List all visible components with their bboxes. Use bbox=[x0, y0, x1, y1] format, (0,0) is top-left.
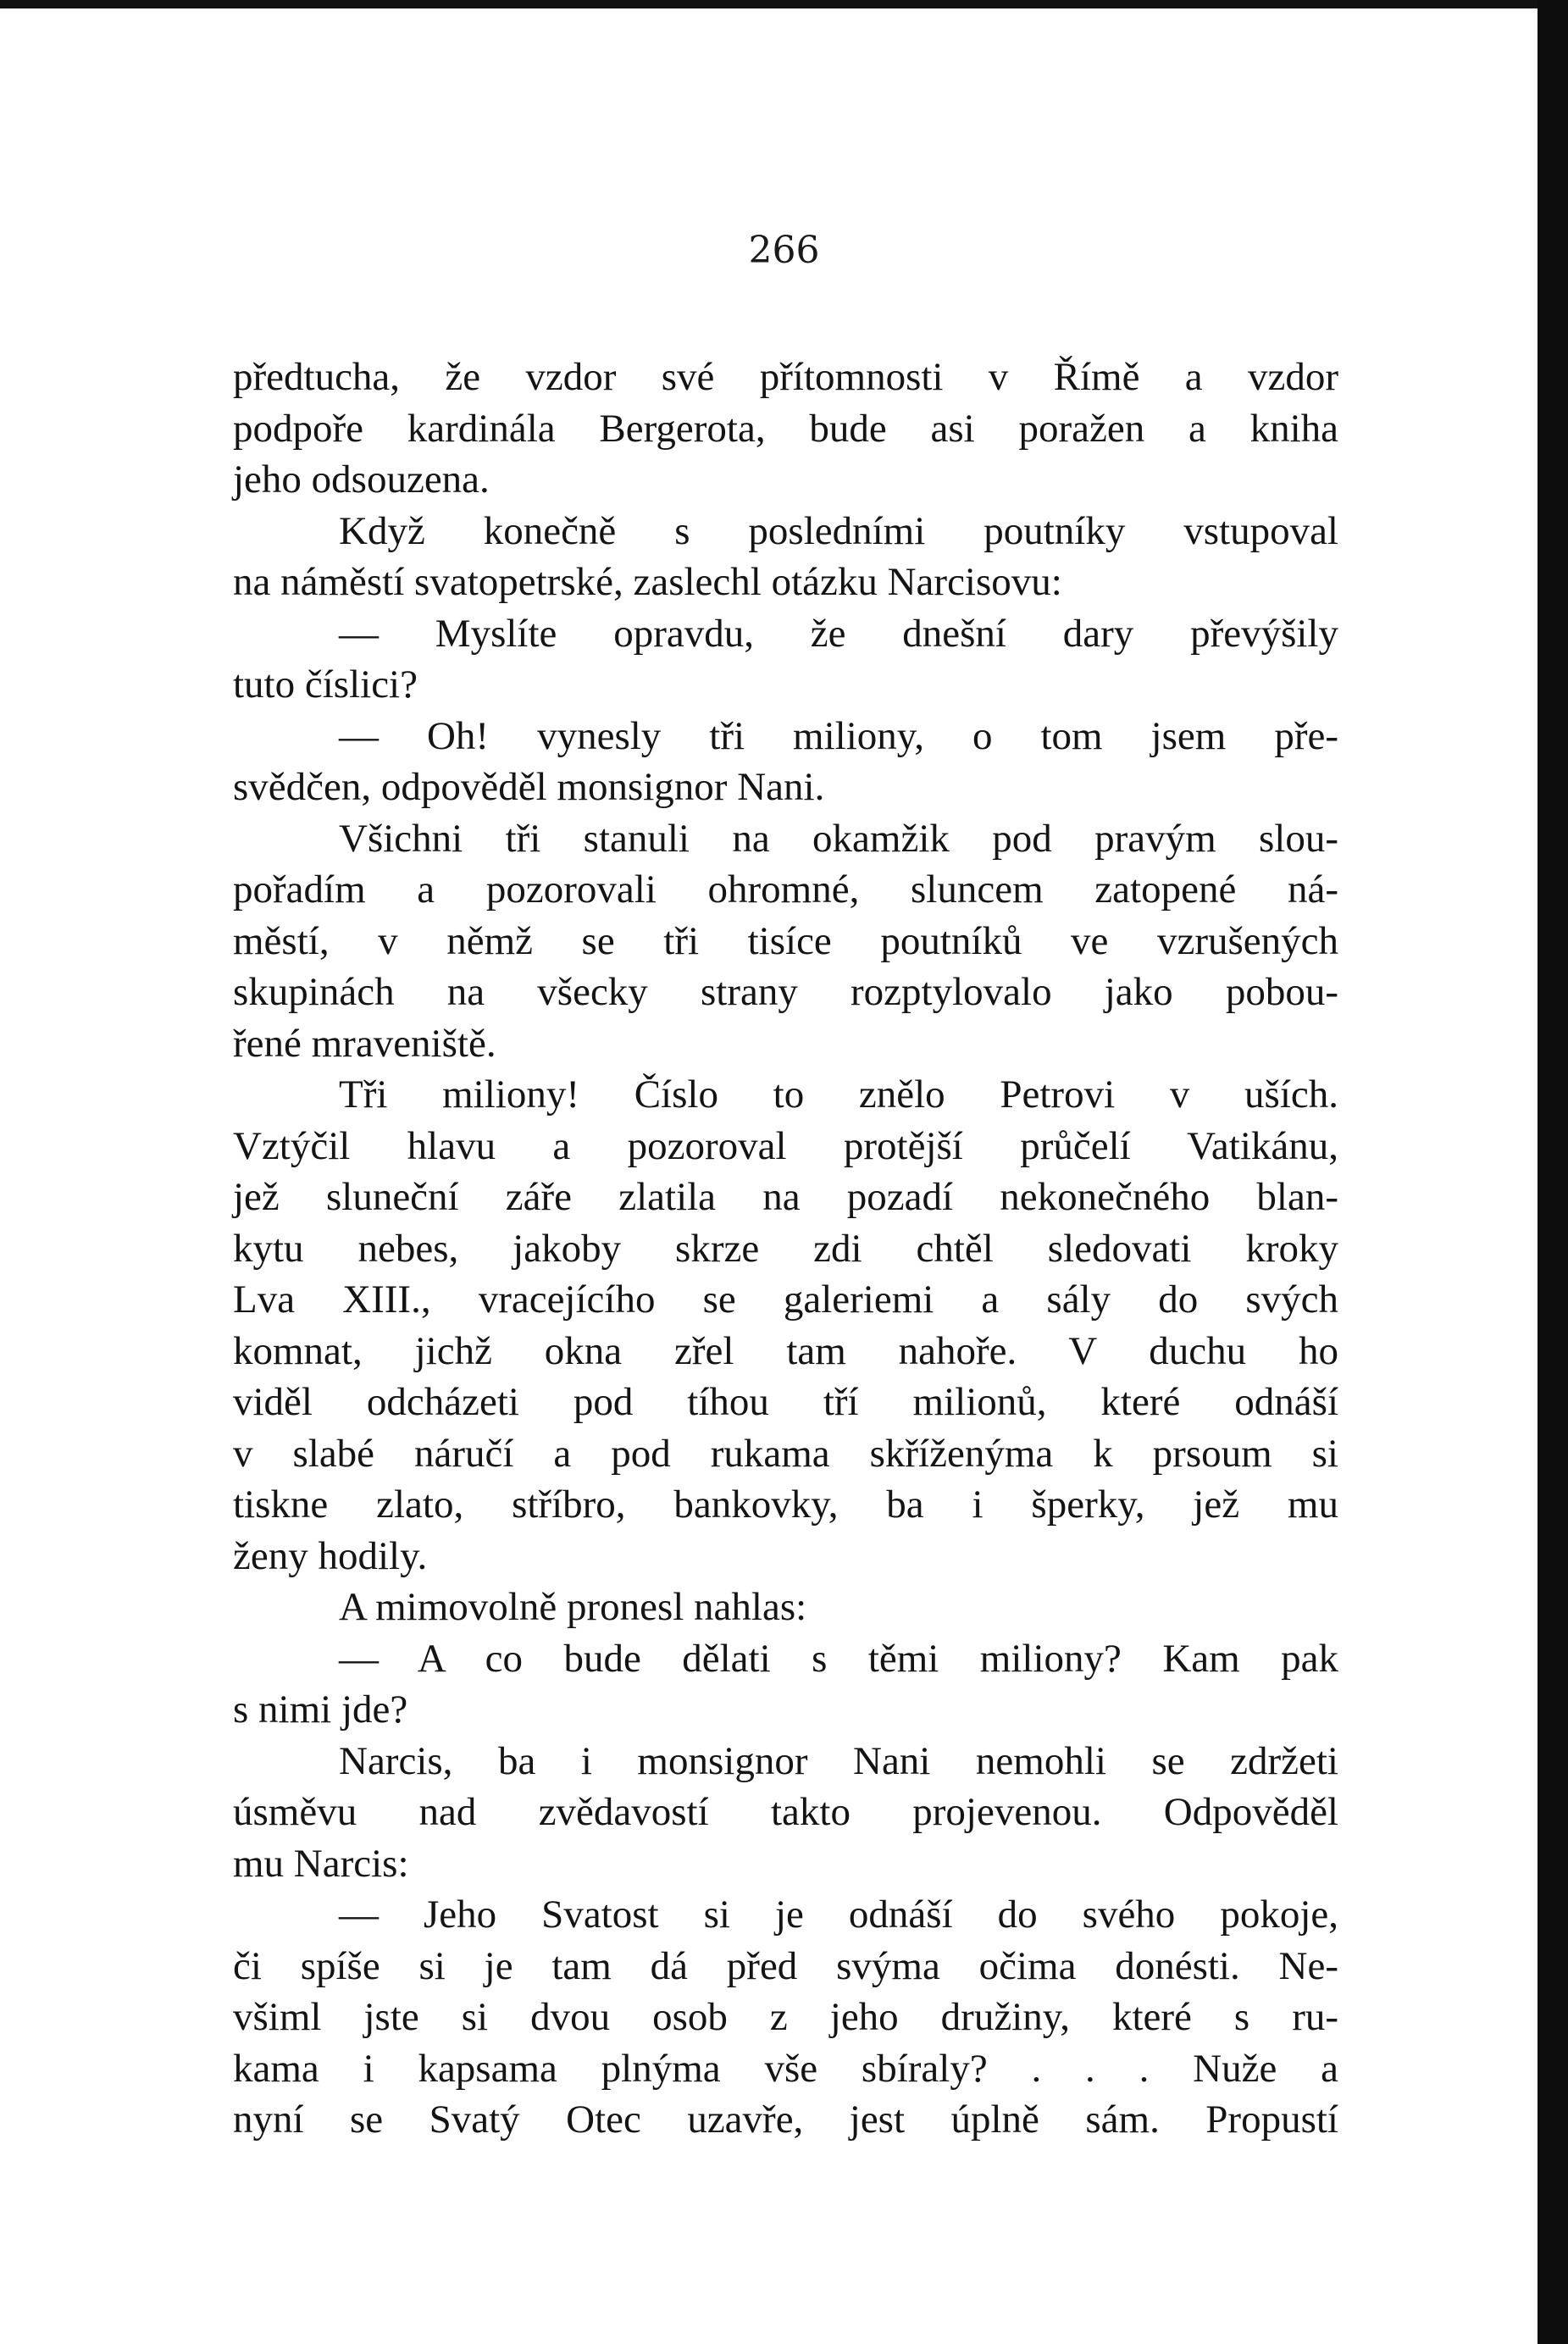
text-line: tiskne zlato, stříbro, bankovky, ba i šperky, jež mu bbox=[233, 1482, 1338, 1527]
text-line: Vztýčil hlavu a pozoroval protější průčelí Vatikánu, bbox=[233, 1123, 1338, 1168]
text-line: Lva XIII., vracejícího se galeriemi a sály do svých bbox=[233, 1277, 1338, 1322]
text-line: řené mraveniště. bbox=[233, 1021, 496, 1066]
text-line: Všichni tři stanuli na okamžik pod pravým slou- bbox=[339, 816, 1338, 861]
text-line: Tři miliony! Číslo to znělo Petrovi v uších. bbox=[339, 1072, 1338, 1117]
text-line: — A co bude dělati s těmi miliony? Kam pak bbox=[339, 1636, 1338, 1681]
text-line: v slabé náručí a pod rukama skříženýma k prsoum si bbox=[233, 1431, 1338, 1476]
text-line: pořadím a pozorovali ohromné, sluncem zatopené ná- bbox=[233, 867, 1338, 912]
text-line: Když konečně s posledními poutníky vstupoval bbox=[339, 508, 1338, 553]
text-line: úsměvu nad zvědavostí takto projevenou. Odpověděl bbox=[233, 1790, 1338, 1834]
text-line: svědčen, odpověděl monsignor Nani. bbox=[233, 765, 825, 809]
text-line: Narcis, ba i monsignor Nani nemohli se zdržeti bbox=[339, 1738, 1338, 1783]
scan-border-right bbox=[1538, 0, 1568, 2344]
text-line: tuto číslici? bbox=[233, 662, 418, 707]
scan-border-top bbox=[0, 0, 1568, 8]
body-text bbox=[233, 352, 1338, 2146]
text-line: ženy hodily. bbox=[233, 1533, 428, 1578]
text-line: A mimovolně pronesl nahlas: bbox=[339, 1585, 807, 1629]
text-line: předtucha, že vzdor své přítomnosti v Římě a vzdor bbox=[233, 355, 1338, 399]
text-line: skupinách na všecky strany rozptylovalo jako pobou- bbox=[233, 970, 1338, 1014]
text-line: viděl odcházeti pod tíhou tří milionů, které odnáší bbox=[233, 1380, 1338, 1424]
text-line: — Myslíte opravdu, že dnešní dary převýšily bbox=[339, 611, 1338, 656]
text-line: podpoře kardinála Bergerota, bude asi poražen a kniha bbox=[233, 406, 1338, 451]
text-line: či spíše si je tam dá před svýma očima donésti. Ne- bbox=[233, 1943, 1338, 1988]
text-line: jež sluneční záře zlatila na pozadí nekonečného blan- bbox=[233, 1175, 1338, 1219]
text-line: nyní se Svatý Otec uzavře, jest úplně sám. Propustí bbox=[233, 2097, 1338, 2142]
page-number: 266 bbox=[748, 229, 820, 272]
text-line: jeho odsouzena. bbox=[233, 457, 490, 501]
text-line: — Oh! vynesly tři miliony, o tom jsem pře- bbox=[339, 713, 1338, 758]
text-line: městí, v němž se tři tisíce poutníků ve vzrušených bbox=[233, 918, 1338, 963]
text-line: kama i kapsama plnýma vše sbíraly? . . . Nuže a bbox=[233, 2046, 1338, 2091]
text-line: kytu nebes, jakoby skrze zdi chtěl sledovati kroky bbox=[233, 1226, 1338, 1271]
text-line: komnat, jichž okna zřel tam nahoře. V duchu ho bbox=[233, 1328, 1338, 1373]
text-line: s nimi jde? bbox=[233, 1687, 408, 1732]
text-line: na náměstí svatopetrské, zaslechl otázku Narcisovu: bbox=[233, 560, 1062, 604]
text-line: mu Narcis: bbox=[233, 1841, 409, 1886]
text-line: všiml jste si dvou osob z jeho družiny, které s ru- bbox=[233, 1995, 1338, 2039]
text-line: — Jeho Svatost si je odnáší do svého pokoje, bbox=[339, 1892, 1338, 1937]
